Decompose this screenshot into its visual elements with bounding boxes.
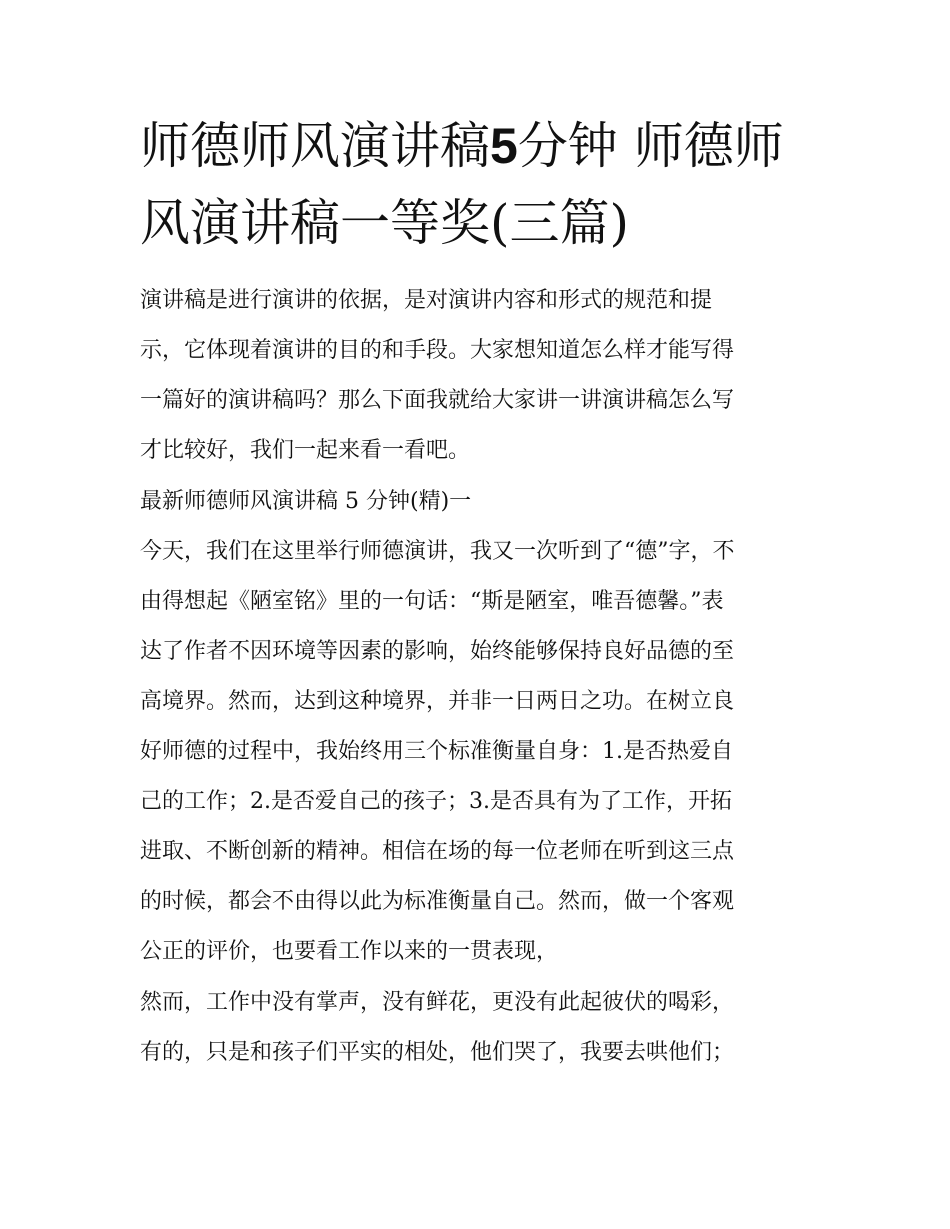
body-paragraph-2: 然而，工作中没有掌声，没有鲜花，更没有此起彼伏的喝彩， 有的，只是和孩子们平实的相处，他们哭了，我要去哄他们； <box>140 990 735 1065</box>
title-line1-number: 5 <box>490 118 518 174</box>
document-title <box>140 108 820 262</box>
title-line2: 风演讲稿一等奖(三篇) <box>140 194 630 252</box>
section-subheading: 最新师德师风演讲稿 5 分钟(精)一 <box>140 489 472 514</box>
intro-paragraph: 演讲稿是进行演讲的依据，是对演讲内容和形式的规范和提 示，它体现着演讲的目的和手段。大家想知道怎么样才能写得 一篇好的演讲稿吗？那么下面我就给大家讲一讲演讲稿怎么写 才比较好，我们一起来看一看吧。 <box>140 288 735 463</box>
title-line1-part-b: 分钟 师德师 <box>517 117 784 175</box>
title-line1-part-a: 师德师风演讲稿 <box>140 117 490 175</box>
body-paragraph-1: 今天，我们在这里举行师德演讲，我又一次听到了“德”字，不 由得想起《陋室铭》里的一句话：“斯是陋室，唯吾德馨。”表 达了作者不因环境等因素的影响，始终能够保持良好品德的至 高境界。然而，达到这种境界，并非一日两日之功。在树立良 好师德的过程中，我始终用三个标准衡量自身：1.是否热爱自 己的工作；2.是否爱自己的孩子；3.是否具有为了工作，开拓 进取、不断创新的精神。相信在场的每一位老师在听到这三点 的时候，都会不由得以此为标准衡量自己。然而，做一个客观 公正的评价，也要看工作以来的一贯表现， <box>140 539 735 964</box>
